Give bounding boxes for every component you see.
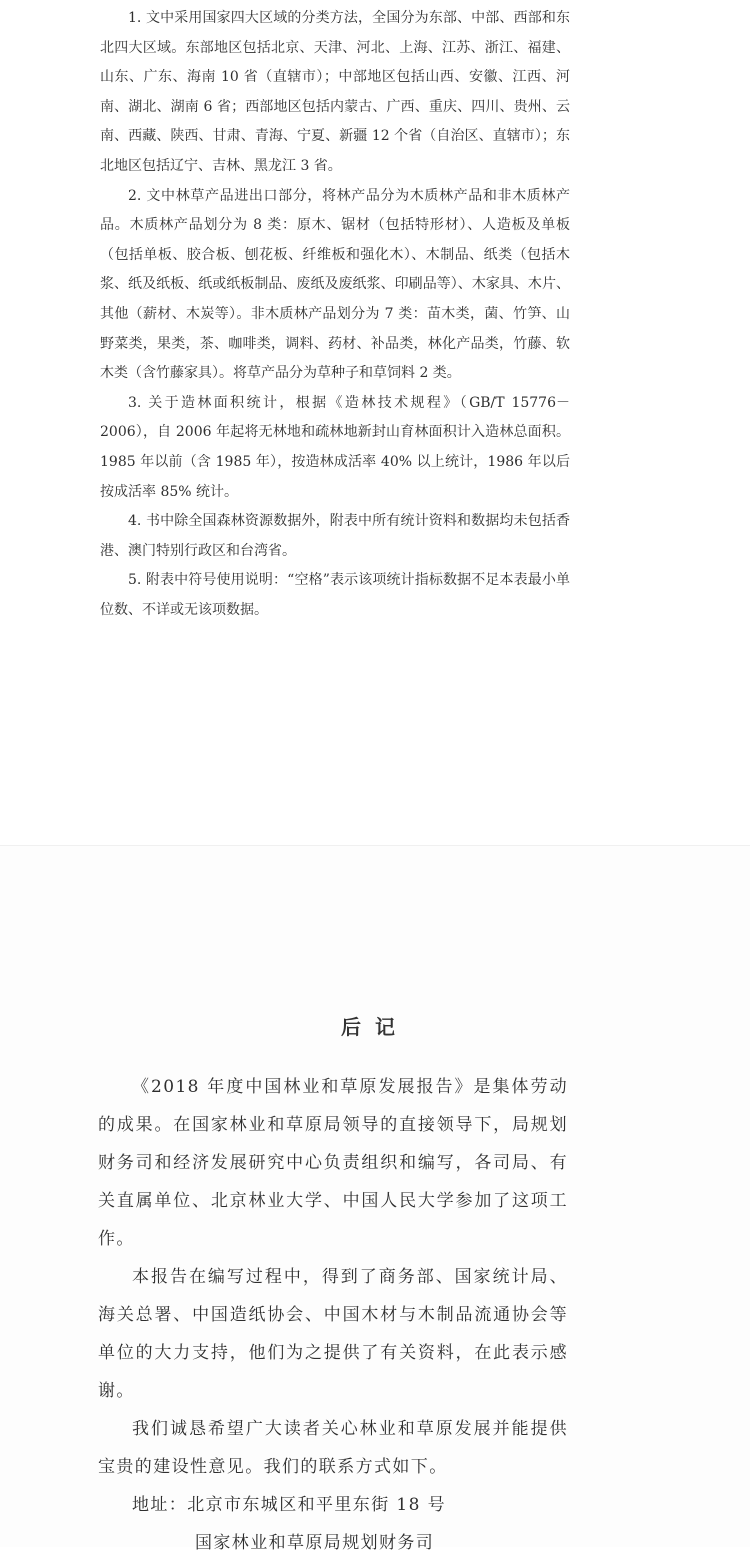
afterword-paragraph: 我们诚恳希望广大读者关心林业和草原发展并能提供宝贵的建设性意见。我们的联系方式如下。 (98, 1419, 568, 1477)
note-item: 1. 文中采用国家四大区域的分类方法，全国分为东部、中部、西部和东北四大区域。东部地区包括北京、天津、河北、上海、江苏、浙江、福建、山东、广东、海南 10 省（直辖市）；中部地区包括山西、安徽、江西、河南、湖北、湖南 6 省；西部地区包括内蒙古、广西、重庆、四川、贵州、云南、西藏、陕西、甘肃、青海、宁夏、新疆 12 个省（自治区、直辖市）；东北地区包括辽宁、吉林、黑龙江 3 省。 (100, 10, 570, 174)
contact-address: 地址：北京市东城区和平里东街 18 号 (132, 1495, 447, 1515)
notes-section (100, 4, 570, 625)
note-item: 2. 文中林草产品进出口部分，将林产品分为木质林产品和非木质林产品。木质林产品划分为 8 类：原木、锯材（包括特形材）、人造板及单板（包括单板、胶合板、刨花板、纤维板和强化木）、木制品、纸类（包括木浆、纸及纸板、纸或纸板制品、废纸及废纸浆、印刷品等）、木家具、木片、其他（薪材、木炭等）。非木质林产品划分为 7 类：苗木类，菌、竹笋、山野菜类，果类，茶、咖啡类，调料、药材、补品类，林化产品类，竹藤、软木类（含竹藤家具）。将草产品分为草种子和草饲料 2 类。 (100, 187, 570, 382)
note-item: 4. 书中除全国森林资源数据外，附表中所有统计资料和数据均未包括香港、澳门特别行政区和台湾省。 (100, 513, 570, 559)
contact-organization: 国家林业和草原局规划财务司 (195, 1533, 435, 1553)
afterword-paragraph: 本报告在编写过程中，得到了商务部、国家统计局、海关总署、中国造纸协会、中国木材与木制品流通协会等单位的大力支持，他们为之提供了有关资料，在此表示感谢。 (98, 1267, 568, 1401)
afterword-section (98, 1068, 568, 1562)
note-item: 3. 关于造林面积统计，根据《造林技术规程》（GB/T 15776－2006），自 2006 年起将无林地和疏林地新封山育林面积计入造林总面积。1985 年以前（含 1985 年），按造林成活率 40% 以上统计，1986 年以后按成活率 85% 统计。 (100, 394, 570, 500)
afterword-title: 后记 (341, 1015, 409, 1039)
note-item: 5. 附表中符号使用说明：“空格”表示该项统计指标数据不足本表最小单位数、不详或无该项数据。 (100, 572, 570, 618)
afterword-paragraph: 《2018 年度中国林业和草原发展报告》是集体劳动的成果。在国家林业和草原局领导的直接领导下，局规划财务司和经济发展研究中心负责组织和编写，各司局、有关直属单位、北京林业大学、中国人民大学参加了这项工作。 (98, 1077, 568, 1249)
